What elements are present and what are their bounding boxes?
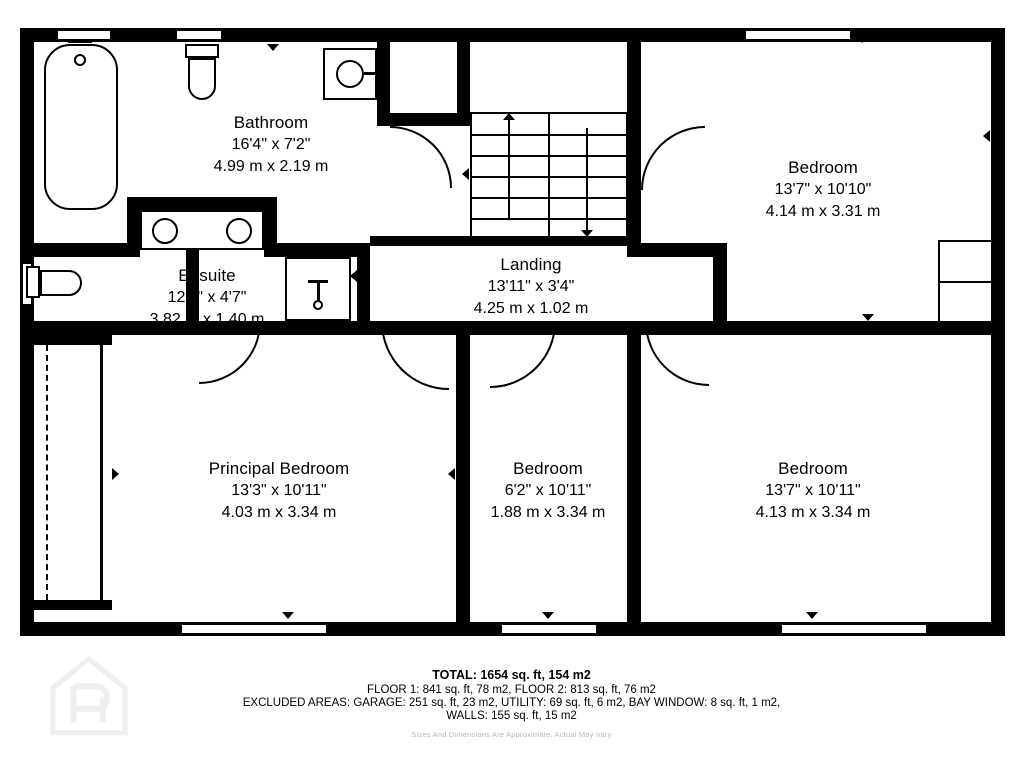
- toilet-bathroom-bowl: [188, 58, 216, 100]
- room-dimension-metric: 4.14 m x 3.31 m: [765, 202, 881, 220]
- marker-arrow-middle-right-icon: [633, 468, 640, 480]
- stair-step: [470, 218, 628, 220]
- wall-bedroom-topright-left: [627, 28, 641, 256]
- room-dimension-metric: 4.13 m x 3.34 m: [755, 503, 871, 521]
- toilet-bathroom-cistern: [185, 44, 219, 58]
- bay-window-inner-line: [100, 345, 103, 600]
- sink-bathroom-basin: [336, 60, 364, 88]
- room-dimension-imperial: 6'2" x 10'11": [504, 482, 592, 500]
- room-name: Ensuite: [178, 266, 236, 285]
- stair-arrow-up-icon: [503, 113, 515, 120]
- bay-window-dashed-line: [46, 345, 48, 600]
- window-bottom-middle: [500, 623, 598, 635]
- door-bedroom-topright: [641, 126, 705, 190]
- room-label-principal-bedroom: [156, 458, 402, 523]
- wall-ensuite-corridor-top: [264, 243, 370, 257]
- stair-arrow-down-icon: [581, 230, 593, 237]
- floor-plan-summary: [0, 668, 1023, 739]
- room-name: Bathroom: [233, 113, 309, 132]
- summary-total: TOTAL: 1654 sq. ft, 154 m2: [432, 668, 591, 682]
- marker-arrow-bottom-middle-icon: [542, 612, 554, 619]
- marker-arrow-bottom-principal-icon: [282, 612, 294, 619]
- room-name: Principal Bedroom: [208, 459, 350, 478]
- wall-bay-stub-bottom: [34, 600, 112, 610]
- sink-ensuite-basin-right: [226, 218, 252, 244]
- door-bedroom-middle: [490, 322, 556, 388]
- bathtub-tap: [68, 40, 92, 43]
- marker-arrow-bathroom-icon: [462, 168, 469, 180]
- wall-bedroom-principal-right: [456, 321, 470, 636]
- room-dimension-imperial: 13'7" x 10'10": [774, 181, 872, 199]
- room-dimension-metric: 4.99 m x 2.19 m: [213, 157, 329, 175]
- room-name: Landing: [500, 255, 562, 274]
- wall-stairs-left: [457, 28, 470, 126]
- door-principal-bedroom: [381, 322, 449, 390]
- bathtub-drain: [74, 54, 86, 66]
- stair-step: [470, 134, 628, 136]
- toilet-ensuite-bowl: [40, 270, 82, 296]
- marker-arrow-principal-left-icon: [112, 468, 119, 480]
- summary-excluded: EXCLUDED AREAS: GARAGE: 251 sq. ft, 23 m2, UTILITY: 69 sq. ft, 6 m2, BAY WINDOW: 8 sq. ft, 1 m2,: [242, 697, 781, 709]
- room-dimension-metric: 4.25 m x 1.02 m: [473, 299, 589, 317]
- closet-line-horizontal-2: [938, 281, 991, 283]
- room-label-bathroom: [148, 112, 394, 177]
- window-top-right-bedroom: [744, 29, 852, 41]
- marker-arrow-right-wall-icon: [983, 130, 990, 142]
- room-label-bedroom-top-right: [700, 157, 946, 222]
- wall-bay-stub-top: [34, 335, 112, 345]
- closet-line-horizontal-1: [938, 240, 991, 242]
- toilet-ensuite-cistern: [26, 266, 40, 298]
- room-dimension-imperial: 13'3" x 10'11": [231, 482, 327, 500]
- stair-direction-shaft-down: [586, 128, 588, 230]
- door-bathroom: [390, 126, 452, 188]
- room-dimension-imperial: 13'7" x 10'11": [765, 482, 861, 500]
- marker-arrow-ensuite-icon: [350, 270, 357, 282]
- wall-ensuite-divider-vertical: [186, 250, 199, 335]
- room-label-landing: [408, 254, 654, 319]
- room-dimension-metric: 3.82 m x 1.40 m: [149, 310, 265, 328]
- wall-ensuite-top: [127, 197, 277, 210]
- summary-walls: WALLS: 155 sq. ft, 15 m2: [446, 710, 577, 722]
- marker-arrow-topright-bottom-icon: [862, 314, 874, 321]
- stair-step: [470, 176, 628, 178]
- marker-arrow-principal-right-icon: [448, 468, 455, 480]
- sink-bathroom-tap: [364, 72, 376, 75]
- window-top-bathroom: [175, 29, 223, 41]
- summary-disclaimer: Sizes And Dimensions Are Approximate, Actual May Vary: [411, 730, 612, 739]
- room-dimension-imperial: 13'11" x 3'4": [487, 278, 575, 296]
- room-name: Bedroom: [778, 459, 848, 478]
- room-dimension-imperial: 12'6" x 4'7": [167, 289, 247, 307]
- wall-ensuite-bottom-left: [20, 243, 140, 257]
- wall-bathroom-bottom-strip: [377, 113, 469, 126]
- stair-direction-shaft-up: [508, 120, 510, 220]
- room-name: Bedroom: [788, 158, 858, 177]
- room-dimension-metric: 4.03 m x 3.34 m: [221, 503, 337, 521]
- bathtub: [44, 44, 118, 210]
- sink-ensuite-basin-left: [152, 218, 178, 244]
- room-label-bedroom-bottom-right: [690, 458, 936, 523]
- marker-arrow-landing-icon: [633, 128, 640, 140]
- door-ensuite: [199, 322, 261, 384]
- room-name: Bedroom: [513, 459, 583, 478]
- summary-floors: FLOOR 1: 841 sq. ft, 78 m2, FLOOR 2: 813 sq. ft, 76 m2: [367, 684, 656, 696]
- stair-step: [470, 155, 628, 157]
- window-bottom-right: [780, 623, 928, 635]
- room-dimension-imperial: 16'4" x 7'2": [231, 136, 311, 154]
- shower-ensuite-riser: [317, 282, 320, 302]
- shower-ensuite-head: [308, 280, 328, 283]
- closet-line-vertical: [938, 240, 940, 321]
- room-dimension-metric: 1.88 m x 3.34 m: [490, 503, 606, 521]
- window-bottom-principal: [180, 623, 328, 635]
- marker-arrow-top-left-icon: [267, 44, 279, 51]
- stair-step: [470, 197, 628, 199]
- marker-arrow-bottom-right-icon: [806, 612, 818, 619]
- wall-bathroom-right: [377, 28, 390, 126]
- marker-arrow-topright-icon: [856, 36, 868, 43]
- door-bedroom-bottomright: [645, 322, 709, 386]
- wall-landing-left-vertical: [357, 243, 370, 335]
- wall-landing-top-right: [627, 243, 727, 257]
